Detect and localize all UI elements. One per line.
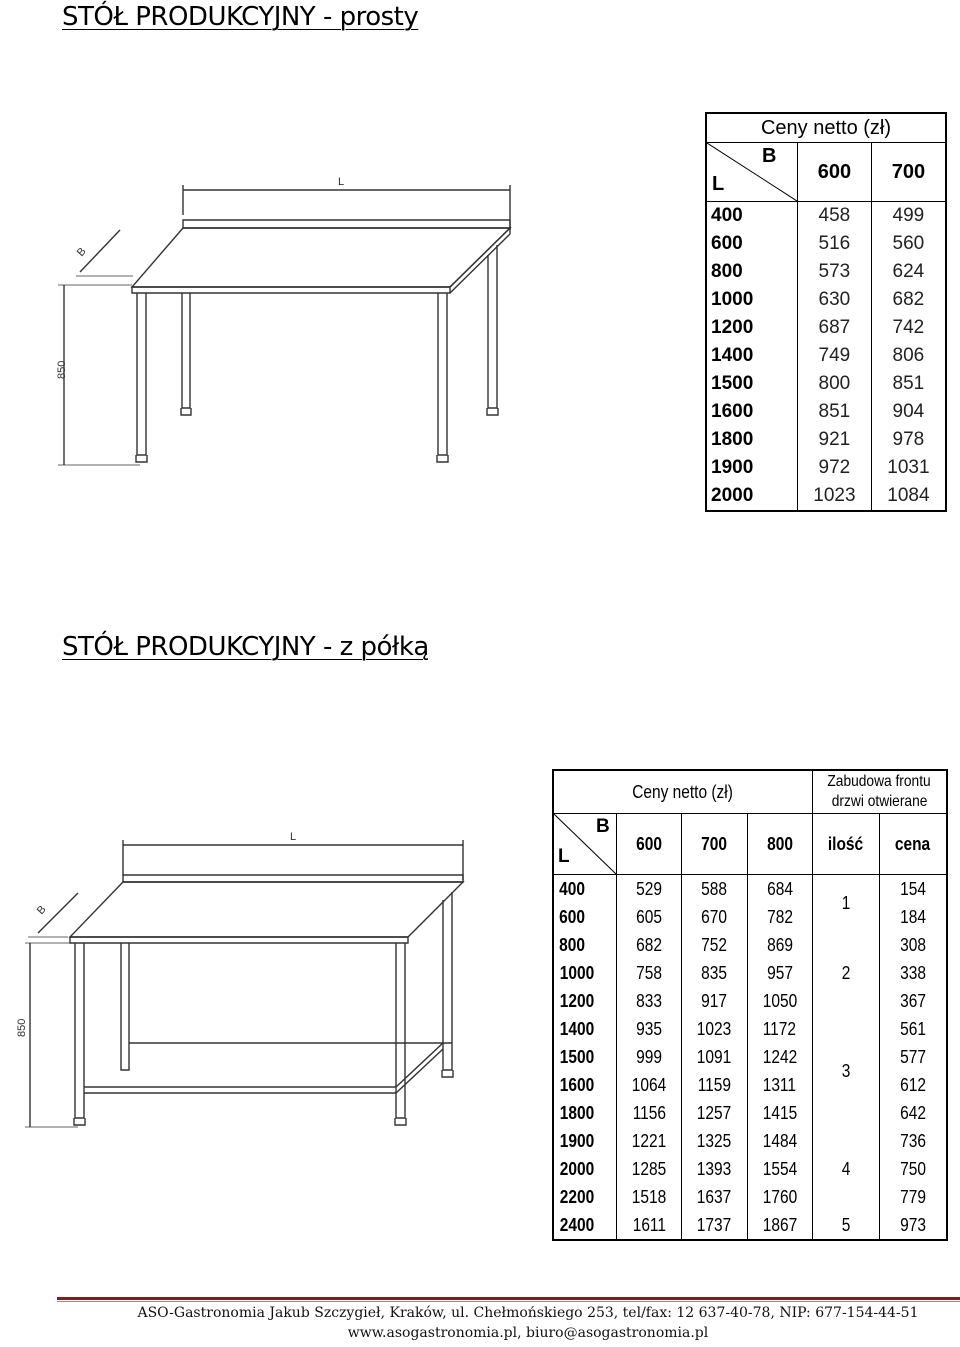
qty-cell-text: 3 [841,1060,851,1081]
price-cell [617,1211,682,1240]
front-price-text: 577 [900,1046,926,1067]
price-cell-text: 1415 [762,1102,798,1123]
price-cell: 1023 [798,482,872,511]
front-header [813,770,948,814]
column-header-600-text: 600 [636,833,663,854]
price-cell-text: 752 [701,934,728,955]
table-row [553,1211,947,1240]
table-row [553,1099,947,1127]
column-header-800-text: 800 [766,833,793,854]
price-cell-text: 782 [766,906,793,927]
price-table-shelf [552,769,948,1241]
price-cell [617,1127,682,1155]
qty-cell [813,1127,880,1211]
price-cell-text: 682 [636,934,663,955]
price-cell [682,875,747,904]
price-cell-text: 1554 [762,1158,798,1179]
column-header-600: 600 [798,143,872,202]
price-cell [682,1211,747,1240]
price-cell: 1084 [871,482,946,511]
table-row [553,987,947,1015]
price-cell: 972 [798,454,872,482]
row-length [553,959,617,987]
front-price-cell [880,875,948,904]
row-length-text: 1600 [559,1074,595,1095]
simple-table-drawing [40,160,540,480]
front-price-text: 779 [900,1186,926,1207]
price-cell [682,1099,747,1127]
front-price-text: 184 [900,906,926,927]
price-cell-text: 758 [636,962,663,983]
table-row [553,1071,947,1099]
price-cell: 516 [798,230,872,258]
dimension-label-b: B [74,245,89,259]
front-price-cell [880,1211,948,1240]
shelf-table-drawing [0,815,500,1145]
row-length [553,903,617,931]
front-price-text: 154 [900,878,926,899]
row-length-text: 2000 [559,1158,595,1179]
row-length: 1200 [706,314,798,342]
page-title-simple-table: STÓŁ PRODUKCYJNY - prosty [62,2,419,32]
price-cell-text: 1518 [631,1186,667,1207]
price-cell-text: 917 [701,990,728,1011]
price-cell [682,1183,747,1211]
row-length-text: 2400 [559,1214,595,1235]
front-price-cell [880,959,948,987]
price-cell-text: 1611 [632,1214,666,1235]
table-row [706,370,946,398]
table-row [553,1183,947,1211]
price-cell [682,903,747,931]
price-cell [617,987,682,1015]
price-cell-text: 1760 [762,1186,798,1207]
price-cell [747,1155,812,1183]
price-cell-text: 588 [701,878,728,899]
price-cell-text: 1159 [697,1074,732,1095]
price-cell: 806 [871,342,946,370]
qty-cell-text: 1 [841,892,851,913]
column-header-qty-text: ilość [828,833,864,854]
corner-label-b: B [596,816,610,837]
table-row [706,398,946,426]
column-header-600 [617,814,682,875]
price-table-simple-body [706,202,946,512]
price-cell: 573 [798,258,872,286]
table-row [706,286,946,314]
price-cell: 742 [871,314,946,342]
price-cell-text: 1484 [762,1130,798,1151]
corner-label-b: B [762,145,777,167]
price-cell-text: 529 [636,878,663,899]
price-cell [747,1211,812,1240]
table-row [553,931,947,959]
table-row [706,482,946,511]
price-cell: 851 [871,370,946,398]
corner-label-l: L [558,846,570,867]
row-length [553,875,617,904]
price-cell [747,1127,812,1155]
row-length [553,1071,617,1099]
table-row [706,454,946,482]
price-cell-text: 1172 [763,1018,797,1039]
column-header-price [880,814,948,875]
price-cell [617,1099,682,1127]
front-price-cell [880,1015,948,1043]
price-cell: 921 [798,426,872,454]
table-row [553,1015,947,1043]
front-price-cell [880,903,948,931]
row-length [553,1155,617,1183]
front-price-cell [880,987,948,1015]
dimension-label-l: L [290,831,297,843]
row-length: 600 [706,230,798,258]
price-cell: 1031 [871,454,946,482]
row-length [553,1127,617,1155]
dimension-label-l: L [338,176,345,188]
row-length [553,1211,617,1240]
column-header-price-text: cena [895,833,931,854]
table-row [553,1155,947,1183]
price-cell [617,931,682,959]
price-table-simple [705,112,947,512]
price-cell [682,1155,747,1183]
price-cell-text: 1257 [697,1102,732,1123]
page-title-shelf-table: STÓŁ PRODUKCYJNY - z półką [62,632,429,662]
dimension-label-height: 850 [56,360,68,379]
price-cell: 904 [871,398,946,426]
front-price-cell [880,931,948,959]
price-cell-text: 1285 [631,1158,667,1179]
row-length [553,931,617,959]
row-length-text: 1800 [559,1102,595,1123]
row-length-text: 400 [559,878,585,899]
price-header: Ceny netto (zł) [706,113,946,143]
price-cell [747,1183,812,1211]
qty-cell [813,1015,880,1127]
corner-label-l: L [712,173,725,195]
column-header-700-text: 700 [701,833,728,854]
price-cell: 499 [871,202,946,231]
price-cell: 458 [798,202,872,231]
price-cell-text: 999 [636,1046,663,1067]
row-length [553,1099,617,1127]
price-cell [617,1071,682,1099]
front-price-text: 750 [900,1158,926,1179]
footer-company-info: ASO-Gastronomia Jakub Szczygieł, Kraków, ul. Chełmońskiego 253, tel/fax: 12 637-40-78, NIP: 677-154-44-51 [137,1305,919,1321]
row-length [553,1043,617,1071]
column-header-700 [682,814,747,875]
front-price-text: 612 [900,1074,926,1095]
row-length: 1900 [706,454,798,482]
row-length-text: 600 [559,906,585,927]
column-header-700: 700 [871,143,946,202]
price-cell-text: 1050 [762,990,798,1011]
row-length-text: 1500 [559,1046,595,1067]
price-cell: 851 [798,398,872,426]
front-price-cell [880,1071,948,1099]
price-cell: 624 [871,258,946,286]
price-cell-text: 684 [766,878,793,899]
price-cell [747,987,812,1015]
row-length [553,1183,617,1211]
footer-divider-shadow [57,1301,960,1302]
price-cell [682,1015,747,1043]
row-length: 1500 [706,370,798,398]
row-length: 1800 [706,426,798,454]
table-row [553,875,947,904]
row-length: 1400 [706,342,798,370]
row-length: 2000 [706,482,798,511]
front-price-text: 338 [900,962,926,983]
price-cell [682,1127,747,1155]
row-length-text: 1400 [559,1018,595,1039]
table-row [706,258,946,286]
price-cell-text: 1867 [762,1214,798,1235]
price-cell-text: 1637 [697,1186,732,1207]
price-cell: 687 [798,314,872,342]
row-length-text: 1200 [559,990,595,1011]
price-cell: 749 [798,342,872,370]
front-price-text: 736 [900,1130,926,1151]
price-cell-text: 1325 [697,1130,732,1151]
price-cell-text: 1393 [697,1158,732,1179]
price-cell [747,959,812,987]
table-row [706,314,946,342]
qty-cell-text: 2 [841,962,851,983]
front-price-text: 973 [900,1214,926,1235]
front-price-cell [880,1183,948,1211]
table-row [706,202,946,231]
front-header-line2: drzwi otwierane [831,793,928,810]
price-cell [617,875,682,904]
front-price-text: 561 [900,1018,926,1039]
column-header-qty [813,814,880,875]
price-cell [747,903,812,931]
dimension-label-b: B [34,903,49,917]
price-cell-text: 1737 [697,1214,732,1235]
footer-divider [57,1297,960,1300]
front-price-text: 642 [900,1102,926,1123]
price-cell-text: 869 [766,934,793,955]
price-cell [617,959,682,987]
qty-cell [813,1211,880,1240]
price-cell-text: 1311 [763,1074,797,1095]
dimension-label-height: 850 [16,1018,28,1037]
price-cell [617,1183,682,1211]
price-cell [682,1071,747,1099]
column-header-800 [747,814,812,875]
row-length: 1600 [706,398,798,426]
price-cell [747,1071,812,1099]
price-cell-text: 935 [636,1018,663,1039]
price-cell: 978 [871,426,946,454]
price-cell: 630 [798,286,872,314]
price-cell: 800 [798,370,872,398]
row-length: 400 [706,202,798,231]
qty-cell [813,931,880,1015]
row-length [553,987,617,1015]
qty-cell-text: 4 [841,1158,851,1179]
price-cell [747,1099,812,1127]
corner-cell [553,814,617,875]
corner-cell [706,143,798,202]
row-length [553,1015,617,1043]
price-cell [747,1015,812,1043]
price-cell [747,875,812,904]
price-cell: 682 [871,286,946,314]
price-cell [617,903,682,931]
price-cell-text: 1091 [697,1046,732,1067]
front-price-text: 367 [900,990,926,1011]
price-cell: 560 [871,230,946,258]
price-cell-text: 1156 [632,1102,666,1123]
price-cell [617,1155,682,1183]
price-cell-text: 1221 [631,1130,667,1151]
front-header-line1: Zabudowa frontu [827,773,932,790]
row-length-text: 800 [559,934,585,955]
row-length: 800 [706,258,798,286]
price-cell [682,959,747,987]
price-cell-text: 670 [701,906,728,927]
price-cell-text: 957 [766,962,793,983]
table-row [706,342,946,370]
price-cell [617,1043,682,1071]
front-price-cell [880,1127,948,1155]
qty-cell [813,875,880,932]
price-cell [617,1015,682,1043]
table-row [553,903,947,931]
price-cell [747,931,812,959]
front-price-cell [880,1099,948,1127]
table-row [553,1043,947,1071]
price-cell-text: 833 [636,990,663,1011]
row-length-text: 1000 [559,962,595,983]
front-price-text: 308 [900,934,926,955]
qty-cell-text: 5 [841,1214,851,1235]
price-header-text: Ceny netto (zł) [632,781,734,802]
table-row [706,426,946,454]
front-price-cell [880,1155,948,1183]
price-cell-text: 1242 [762,1046,798,1067]
table-row [706,230,946,258]
row-length: 1000 [706,286,798,314]
price-cell-text: 605 [636,906,663,927]
price-cell [682,931,747,959]
table-row [553,1127,947,1155]
price-table-shelf-body [553,875,947,1241]
price-cell-text: 1064 [631,1074,667,1095]
footer-contact: www.asogastronomia.pl, biuro@asogastronomia.pl [347,1325,709,1341]
price-cell [747,1043,812,1071]
front-price-cell [880,1043,948,1071]
price-cell-text: 835 [701,962,728,983]
price-header [553,770,813,814]
price-cell [682,987,747,1015]
row-length-text: 2200 [559,1186,595,1207]
price-cell-text: 1023 [697,1018,732,1039]
table-row [553,959,947,987]
price-cell [682,1043,747,1071]
row-length-text: 1900 [559,1130,595,1151]
